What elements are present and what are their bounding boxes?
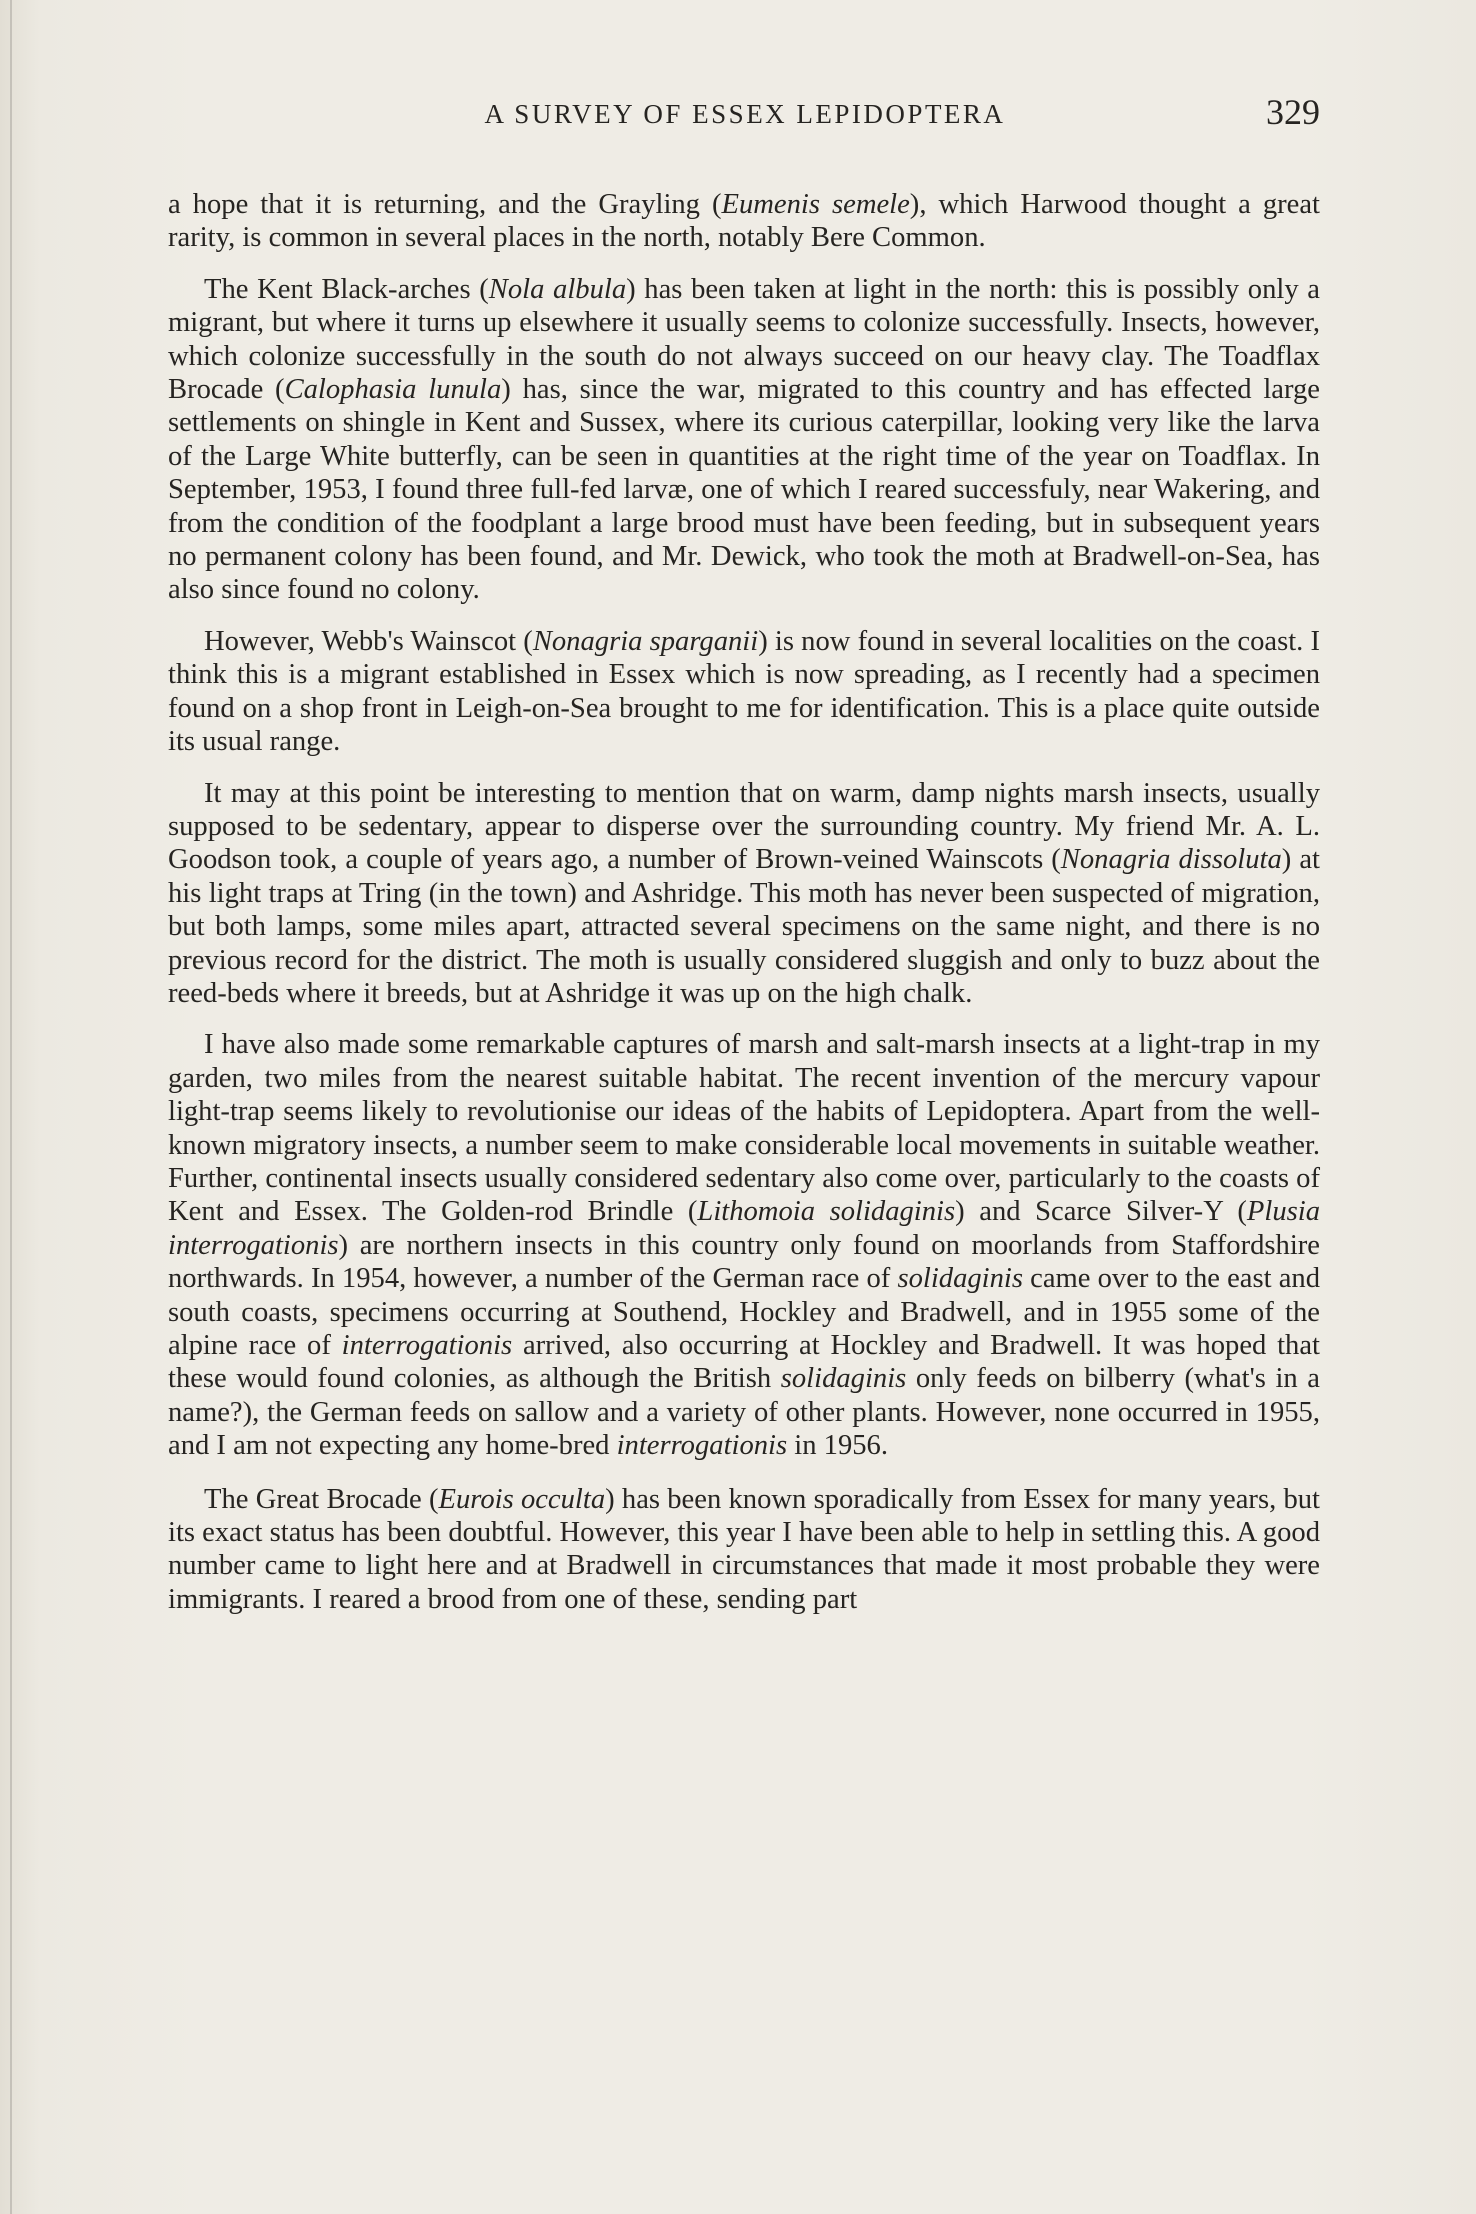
paragraph	[168, 1028, 1320, 1462]
paragraph	[168, 188, 1320, 255]
text-run: ) and Scarce Silver-Y (	[955, 1196, 1247, 1228]
species-name: Nola albula	[488, 273, 627, 305]
species-name: interrogationis	[341, 1330, 513, 1361]
species-name: solidaginis	[780, 1363, 907, 1395]
text-run: ) has, since the war, migrated to this country and has effected large settlements on shingle in Kent and Sussex, where its curious caterpillar, looking very like the larva of the Large White butterfly, can be seen in quantities at the right time of the year on Toadflax. In September, 1953, I found three full-fed larvæ, one of which I reared successfuly, near Wakering, and from the condition of the foodplant a large brood must have been feeding, but in subsequent years no permanent colony has been found, and Mr. Dewick, who took the moth at Bradwell-on-Sea, has also since found no colony.	[168, 374, 1320, 606]
species-name: Eumenis semele	[721, 189, 910, 220]
text-run: ) has been known sporadically from Essex for many years, but its exact status has been doubtful. However, this year I have been able to help in settling this. A good number came to light here and at Bradwell in circumstances that made it most probable they were immigrants. I reared a brood from one of these, sending part	[168, 1483, 1321, 1615]
text-run: However, Webb's Wainscot (	[204, 625, 533, 657]
page-header	[170, 92, 1320, 145]
text-run: ) has been taken at light in the north: this is possibly only a migrant, but where it turns up elsewhere it usually seems to colonize successfully. Insects, however, which colonize successfully in the south do not always succeed on our heavy clay. The Toadflax Brocade (	[168, 273, 1320, 406]
paragraph	[168, 273, 1320, 607]
text-run: ), which Harwood thought a great rarity, is common in several places in the north, notably Bere Common.	[168, 189, 1320, 254]
paragraph	[168, 777, 1320, 1011]
running-title: A SURVEY OF ESSEX LEPIDOPTERA	[484, 99, 1006, 129]
text-run: It may at this point be interesting to mention that on warm, damp nights marsh insects, usually supposed to be sedentary, appear to disperse over the surrounding country. My friend Mr. A. L. Goodson took, a couple of years ago, a number of Brown-veined Wainscots (	[168, 777, 1320, 876]
species-name: Nonagria sparganii	[532, 625, 759, 657]
text-run: I have also made some remarkable captures of marsh and salt-marsh insects at a light-trap in my garden, two miles from the nearest suitable habitat. The recent invention of the mercury vapour light-trap seems likely to revolutionise our ideas of the habits of Lepidoptera. Apart from the well-known migratory insects, a number seem to make considerable local movements in suitable weather. Further, continental insects usually considered sedentary also come over, particularly to the coasts of Kent and Essex. The Golden-rod Brindle (	[168, 1029, 1320, 1228]
species-name: Plusia interrogationis	[168, 1196, 1320, 1261]
text-run: in 1956.	[787, 1430, 888, 1462]
text-run: arrived, also occurring at Hockley and Bradwell. It was hoped that these would found colonies, as although the British	[168, 1330, 1320, 1395]
text-run: The Great Brocade (	[204, 1483, 439, 1515]
page-edge-shadow	[10, 0, 12, 2214]
species-name: Nonagria dissoluta	[1060, 844, 1282, 876]
species-name: Calophasia lunula	[284, 374, 502, 406]
page-number: 329	[1266, 92, 1320, 132]
text-run: The Kent Black-arches (	[204, 273, 489, 305]
paragraph	[168, 1483, 1320, 1617]
text-run: came over to the east and south coasts, specimens occurring at Southend, Hockley and Bradwell, and in 1955 some of the alpine race of	[168, 1263, 1320, 1361]
text-run: ) are northern insects in this country only found on moorlands from Staffordshire northwards. In 1954, however, a number of the German race of	[168, 1229, 1320, 1295]
species-name: interrogationis	[616, 1430, 788, 1462]
species-name: solidaginis	[897, 1263, 1023, 1295]
text-run: a hope that it is returning, and the Grayling (	[168, 189, 722, 220]
text-run: ) at his light traps at Tring (in the town) and Ashridge. This moth has never been suspected of migration, but both lamps, some miles apart, attracted several specimens on the same night, and there is no previous record for the district. The moth is usually considered sluggish and only to buzz about the reed-beds where it breeds, but at Ashridge it was up on the high chalk.	[168, 844, 1320, 1009]
text-run: only feeds on bilberry (what's in a name?), the German feeds on sallow and a variety of other plants. However, none occurred in 1955, and I am not expecting any home-bred	[168, 1363, 1320, 1462]
species-name: Lithomoia solidaginis	[697, 1196, 956, 1228]
paragraph	[168, 625, 1320, 759]
text-run: ) is now found in several localities on the coast. I think this is a migrant established in Essex which is now spreading, as I recently had a specimen found on a shop front in Leigh-on-Sea brought to me for identification. This is a place quite outside its usual range.	[168, 625, 1321, 758]
species-name: Eurois occulta	[438, 1483, 606, 1515]
body-text	[168, 188, 1320, 1616]
